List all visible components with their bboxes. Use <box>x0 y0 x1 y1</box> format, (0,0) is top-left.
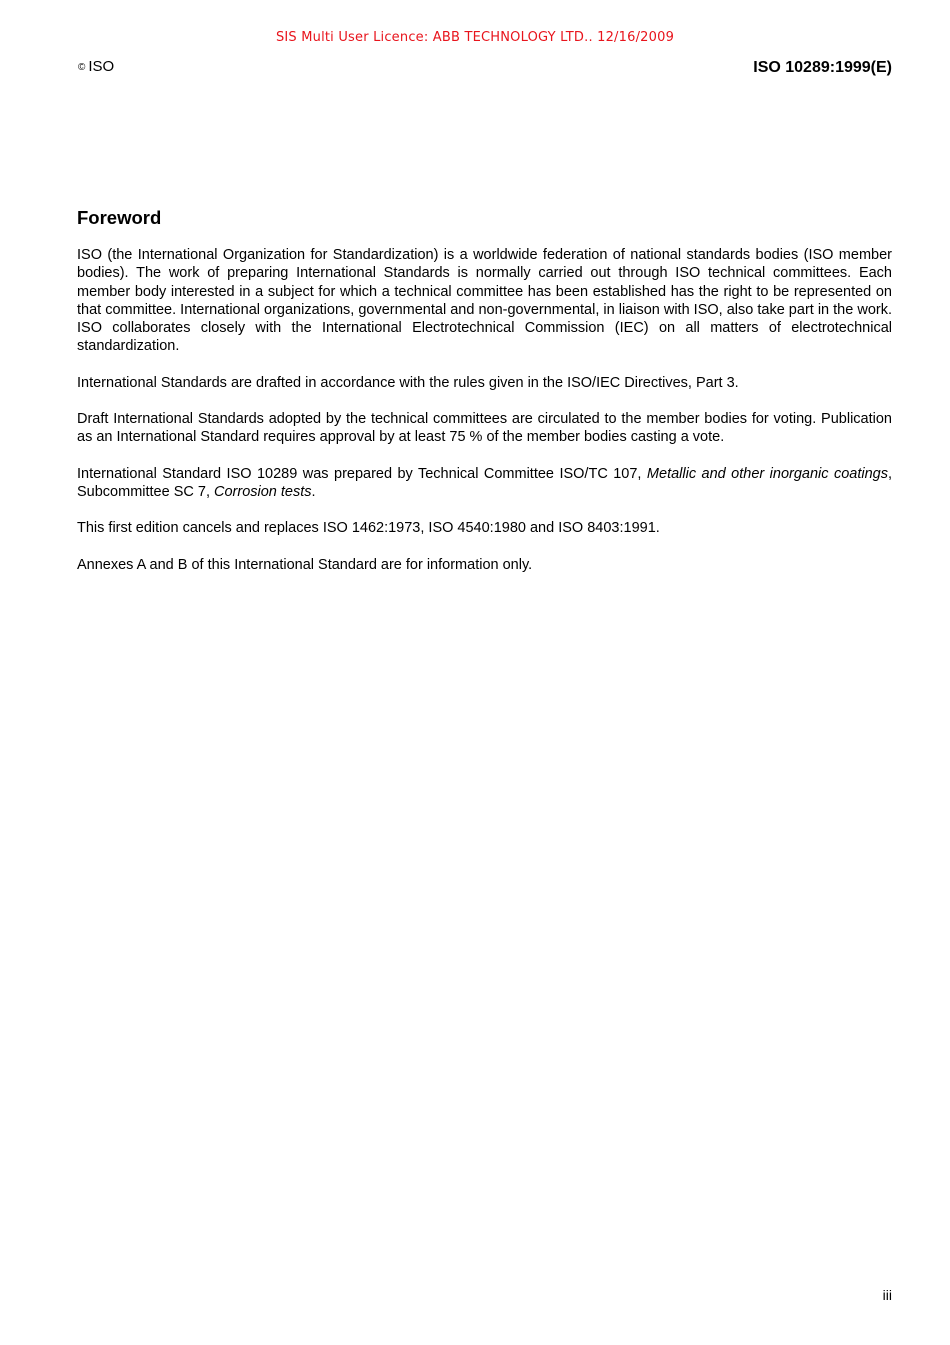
paragraph-4-text-1: International Standard ISO 10289 was prepared by Technical Committee ISO/TC 107, <box>77 465 647 482</box>
foreword-paragraph-3: Draft International Standards adopted by the technical committees are circulated to the member bodies for voting. Publication as an International Standard requires approval by at least 75 % of the member bodies casting a vote. <box>77 411 892 446</box>
foreword-paragraph-5: This first edition cancels and replaces ISO 1462:1973, ISO 4540:1980 and ISO 8403:1991. <box>77 520 660 537</box>
subcommittee-title: Corrosion tests <box>214 483 312 500</box>
copyright-owner: ISO <box>88 58 115 75</box>
foreword-heading: Foreword <box>77 207 162 228</box>
paragraph-4-text-2: , Subcommittee SC 7, <box>77 465 893 500</box>
licence-notice: SIS Multi User Licence: ABB TECHNOLOGY LTD.. 12/16/2009 <box>275 30 675 45</box>
committee-title: Metallic and other inorganic coatings <box>646 465 888 482</box>
copyright-symbol: © <box>78 62 86 73</box>
copyright-notice <box>78 58 114 75</box>
foreword-paragraph-1: ISO (the International Organization for Standardization) is a worldwide federation of national standards bodies (ISO member bodies). The work of preparing International Standards is normally carried out through ISO technical committees. Each member body interested in a subject for which a technical committee has been established has the right to be represented on that committee. International organizations, governmental and non-governmental, in liaison with ISO, also take part in the work. ISO collaborates closely with the International Electrotechnical Commission (IEC) on all matters of electrotechnical standardization. <box>77 247 892 355</box>
paragraph-4-text-3: . <box>311 483 316 500</box>
page-number: iii <box>882 1287 892 1303</box>
foreword-paragraph-4 <box>77 465 892 502</box>
foreword-paragraph-6: Annexes A and B of this International Standard are for information only. <box>77 556 533 573</box>
foreword-paragraph-2: International Standards are drafted in accordance with the rules given in the ISO/IEC Directives, Part 3. <box>77 374 739 391</box>
foreword-section <box>77 207 892 592</box>
document-id: ISO 10289:1999(E) <box>753 59 892 76</box>
